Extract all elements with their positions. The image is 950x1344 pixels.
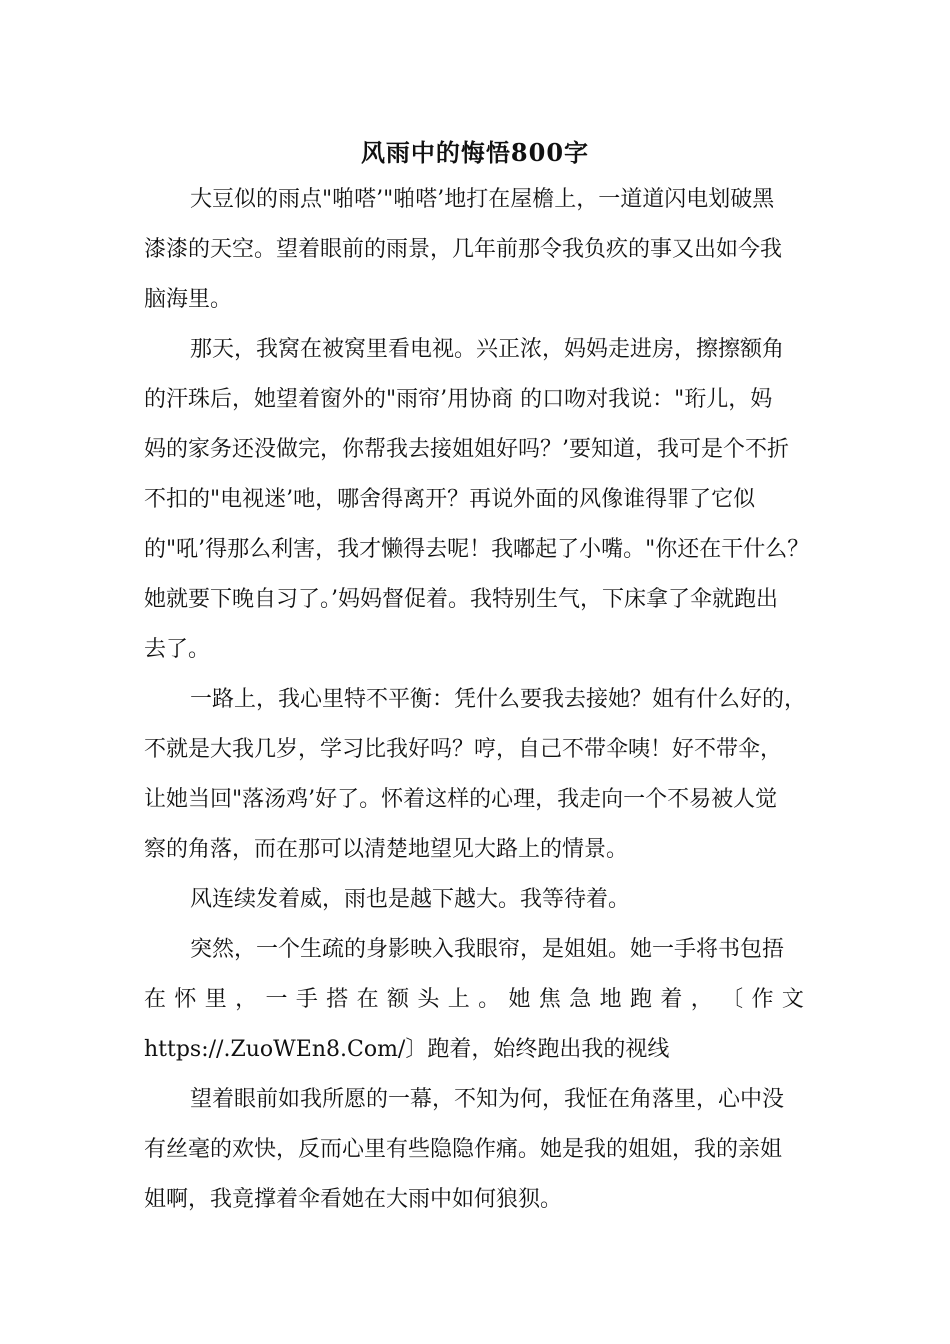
- text-line: 她就要下晚自习了。’妈妈督促着。我特别生气，下床拿了伞就跑出: [144, 587, 778, 612]
- text-line: 妈的家务还没做完，你帮我去接姐姐好吗？’要知道，我可是个不折: [144, 437, 789, 462]
- text-glyph: 焦: [538, 987, 561, 1012]
- text-glyph: 她: [508, 987, 531, 1012]
- text-glyph: 跑: [630, 987, 653, 1012]
- text-line: 不就是大我几岁，学习比我好吗？哼，自己不带伞咦！好不带伞，: [144, 737, 783, 762]
- text-glyph: 在: [356, 987, 379, 1012]
- text-line: 一路上，我心里特不平衡：凭什么要我去接她？姐有什么好的，: [190, 687, 807, 712]
- text-glyph: 手: [295, 987, 318, 1012]
- document-title: 风雨中的悔悟800字: [360, 138, 590, 167]
- text-glyph: 。: [478, 987, 501, 1012]
- text-line: 望着眼前如我所愿的一幕，不知为何，我怔在角落里，心中没: [190, 1087, 785, 1112]
- text-glyph: 怀: [174, 987, 197, 1012]
- text-glyph: 地: [599, 987, 622, 1012]
- text-line: 的"吼’得那么利害，我才懒得去呢！我嘟起了小嘴。"你还在干什么？: [144, 537, 810, 562]
- text-line: 风连续发着威，雨也是越下越大。我等待着。: [190, 887, 631, 912]
- text-line: 让她当回"落汤鸡’好了。怀着这样的心理，我走向一个不易被人觉: [144, 787, 778, 812]
- text-glyph: 文: [781, 987, 804, 1012]
- text-glyph: 〔: [721, 987, 744, 1012]
- text-glyph: 搭: [326, 987, 349, 1012]
- text-line: 察的角落，而在那可以清楚地望见大路上的情景。: [144, 837, 629, 862]
- text-line: https://.ZuoWEn8.Com/〕跑着，始终跑出我的视线: [144, 1037, 670, 1062]
- text-line: 脑海里。: [144, 287, 233, 312]
- text-line: 有丝毫的欢快，反而心里有些隐隐作痛。她是我的姐姐，我的亲姐: [144, 1137, 783, 1162]
- text-line: 去了。: [144, 637, 211, 662]
- text-glyph: 在: [144, 987, 167, 1012]
- text-line: 不扣的"电视迷’吔，哪舍得离开？再说外面的风像谁得罪了它似: [144, 487, 756, 512]
- text-line: 突然，一个生疏的身影映入我眼帘，是姐姐。她一手将书包捂: [190, 937, 785, 962]
- text-glyph: ，: [235, 987, 258, 1012]
- text-glyph: 里: [204, 987, 227, 1012]
- text-glyph: 着: [660, 987, 683, 1012]
- text-glyph: 头: [417, 987, 440, 1012]
- text-glyph: 上: [447, 987, 470, 1012]
- text-line: 漆漆的天空。望着眼前的雨景，几年前那令我负疚的事又出如今我: [144, 237, 783, 262]
- text-line: 的汗珠后，她望着窗外的"雨帘’用协商 的口吻对我说："珩儿，妈: [144, 387, 773, 412]
- text-line-justified: [144, 985, 804, 1015]
- text-glyph: 一: [265, 987, 288, 1012]
- text-glyph: 额: [387, 987, 410, 1012]
- text-glyph: 作: [751, 987, 774, 1012]
- text-glyph: 急: [569, 987, 592, 1012]
- text-line: 姐啊，我竟撑着伞看她在大雨中如何狼狈。: [144, 1187, 563, 1212]
- text-line: 那天，我窝在被窝里看电视。兴正浓，妈妈走进房，擦擦额角: [190, 337, 785, 362]
- text-line: 大豆似的雨点"啪嗒’"啪嗒’地打在屋檐上，一道道闪电划破黑: [190, 187, 775, 212]
- text-glyph: ，: [690, 987, 713, 1012]
